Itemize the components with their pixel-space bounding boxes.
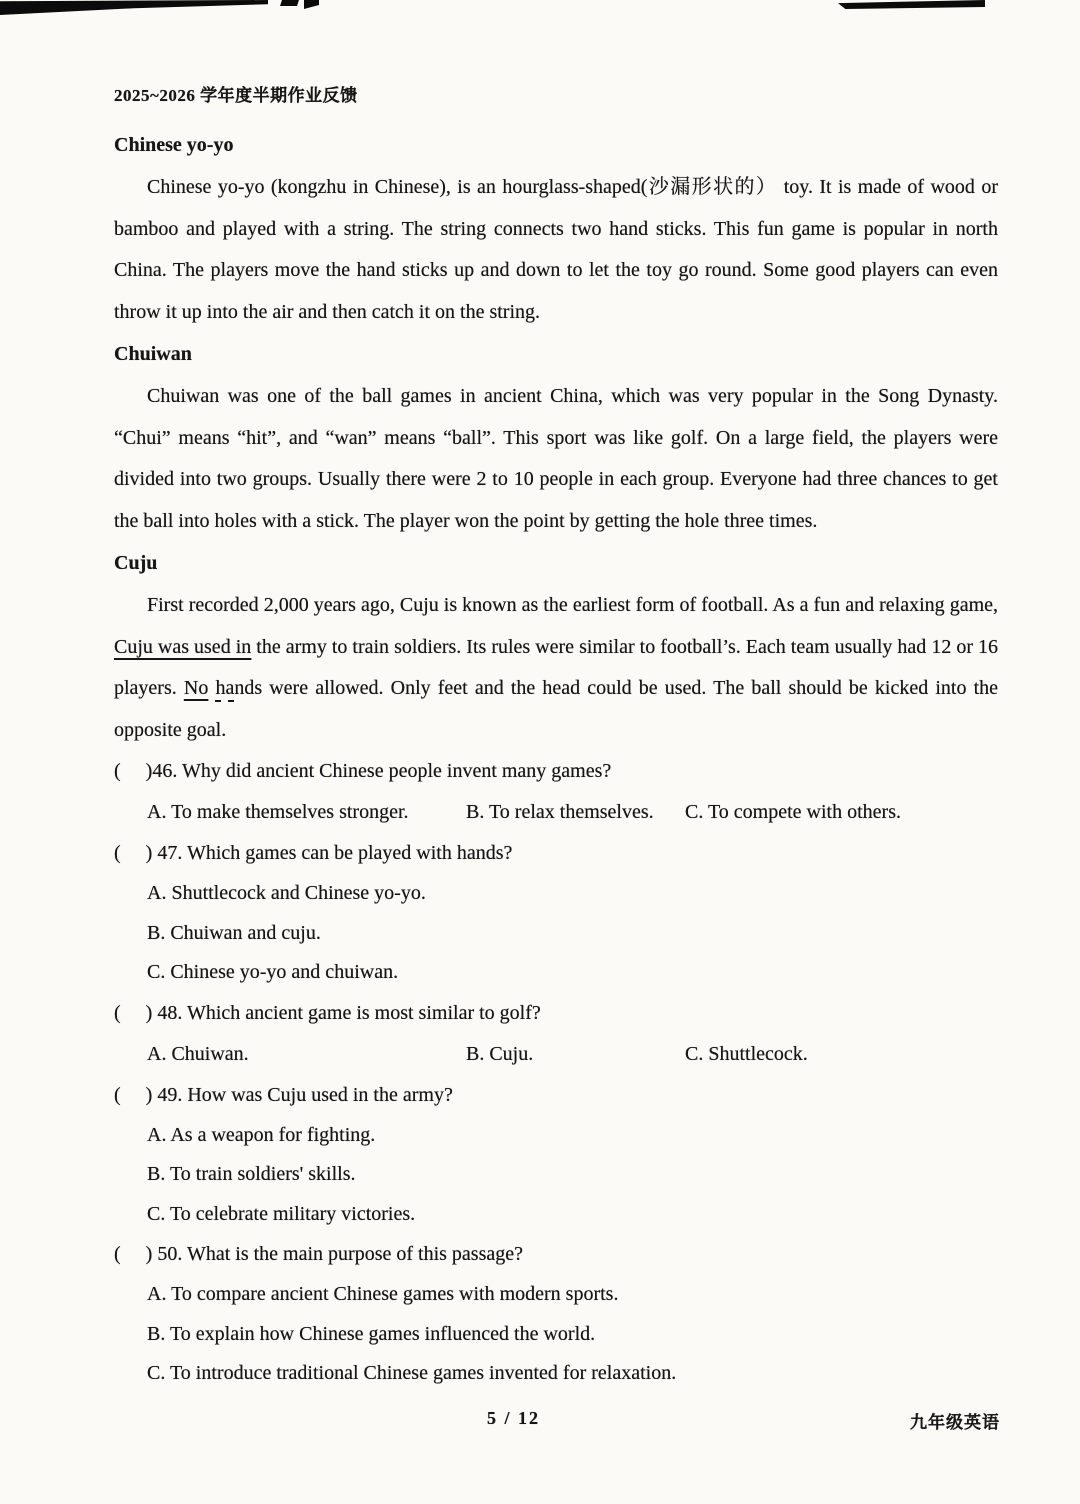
footer-page-number: 5 / 12	[487, 1408, 541, 1428]
option-46-b: B. To relax themselves.	[466, 801, 654, 823]
option-48-b: B. Cuju.	[466, 1042, 534, 1065]
passage-body-cuju	[114, 585, 998, 751]
cuju-text-segment: First recorded 2,000 years ago, Cuju is known as the earliest form of football. As a fun and relaxing game,	[147, 594, 998, 616]
question-46	[114, 751, 998, 833]
passage-body-chuiwan: Chuiwan was one of the ball games in ancient China, which was very popular in the Song Dynasty. “Chui” means “hit”, and “wan” means “ball”. This sport was like golf. On a large field, the players were divided into two groups. Usually there were 2 to 10 people in each group. Everyone had three chances to get the ball into holes with a stick. The player won the point by getting the hole three times.	[114, 385, 998, 532]
cuju-underlined-phrase: Cuju was used in	[114, 635, 252, 658]
passage-body-chinese-yoyo: Chinese yo-yo (kongzhu in Chinese), is an hourglass-shaped(沙漏形状的） toy. It is made of wood or bamboo and played with a string. The string connects two hand sticks. This fun game is popular in north China. The players move the hand sticks up and down to let the toy go round. Some good players can even throw it up into the air and then catch it on the string.	[114, 176, 998, 323]
scan-artifact-mark-1	[280, 0, 299, 6]
scan-artifact-mark-2	[304, 0, 319, 9]
page-content	[114, 84, 998, 1394]
passage-title-chuiwan: Chuiwan	[114, 343, 192, 365]
question-49	[114, 1075, 998, 1235]
option-47-c: C. Chinese yo-yo and chuiwan.	[147, 961, 399, 983]
question-47	[114, 833, 998, 993]
question-46-text: ( )46. Why did ancient Chinese people invent many games?	[114, 760, 612, 782]
cuju-dash-underlined-letters: ha	[215, 677, 235, 699]
question-50	[114, 1234, 998, 1394]
question-50-text: ( ) 50. What is the main purpose of this passage?	[114, 1243, 523, 1265]
question-50-options	[114, 1275, 998, 1394]
option-47-b: B. Chuiwan and cuju.	[147, 921, 321, 944]
question-48-options	[114, 1034, 998, 1075]
cuju-text-segment: nds were allowed. Only feet and the head could be used. The ball should be kicked into the opposite goal.	[114, 677, 998, 741]
option-48-a: A. Chuiwan.	[147, 1042, 249, 1065]
option-49-c: C. To celebrate military victories.	[147, 1202, 416, 1225]
scan-artifact-bar-right	[838, 0, 985, 9]
question-49-options	[114, 1116, 998, 1235]
question-47-text: ( ) 47. Which games can be played with hands?	[114, 842, 513, 864]
option-49-b: B. To train soldiers' skills.	[147, 1163, 356, 1185]
question-48	[114, 993, 998, 1075]
cuju-text-segment: the army to train soldiers. Its rules were similar to football’s. Each team usually had 12 or 16 players.	[114, 635, 999, 699]
option-50-c: C. To introduce traditional Chinese games invented for relaxation.	[147, 1362, 677, 1384]
question-49-text: ( ) 49. How was Cuju used in the army?	[114, 1083, 453, 1106]
option-47-a: A. Shuttlecock and Chinese yo-yo.	[147, 882, 426, 904]
passage-title-cuju: Cuju	[114, 552, 158, 574]
option-46-a: A. To make themselves stronger.	[147, 801, 409, 823]
option-50-a: A. To compare ancient Chinese games with modern sports.	[147, 1283, 619, 1305]
header-note: 2025~2026 学年度半期作业反馈	[114, 86, 358, 105]
option-46-c: C. To compete with others.	[685, 801, 901, 823]
question-48-text: ( ) 48. Which ancient game is most similar to golf?	[114, 1001, 541, 1024]
option-50-b: B. To explain how Chinese games influenced the world.	[147, 1322, 596, 1345]
question-46-options	[114, 792, 998, 833]
page-footer	[0, 1408, 1080, 1438]
option-49-a: A. As a weapon for fighting.	[147, 1123, 376, 1146]
question-47-options	[114, 874, 998, 993]
scan-artifact-bar-left	[0, 0, 268, 15]
footer-subject-label: 九年级英语	[910, 1413, 1000, 1432]
cuju-underlined-word: No	[183, 677, 209, 699]
option-48-c: C. Shuttlecock.	[685, 1042, 808, 1065]
passage-title-chinese-yoyo: Chinese yo-yo	[114, 134, 234, 156]
